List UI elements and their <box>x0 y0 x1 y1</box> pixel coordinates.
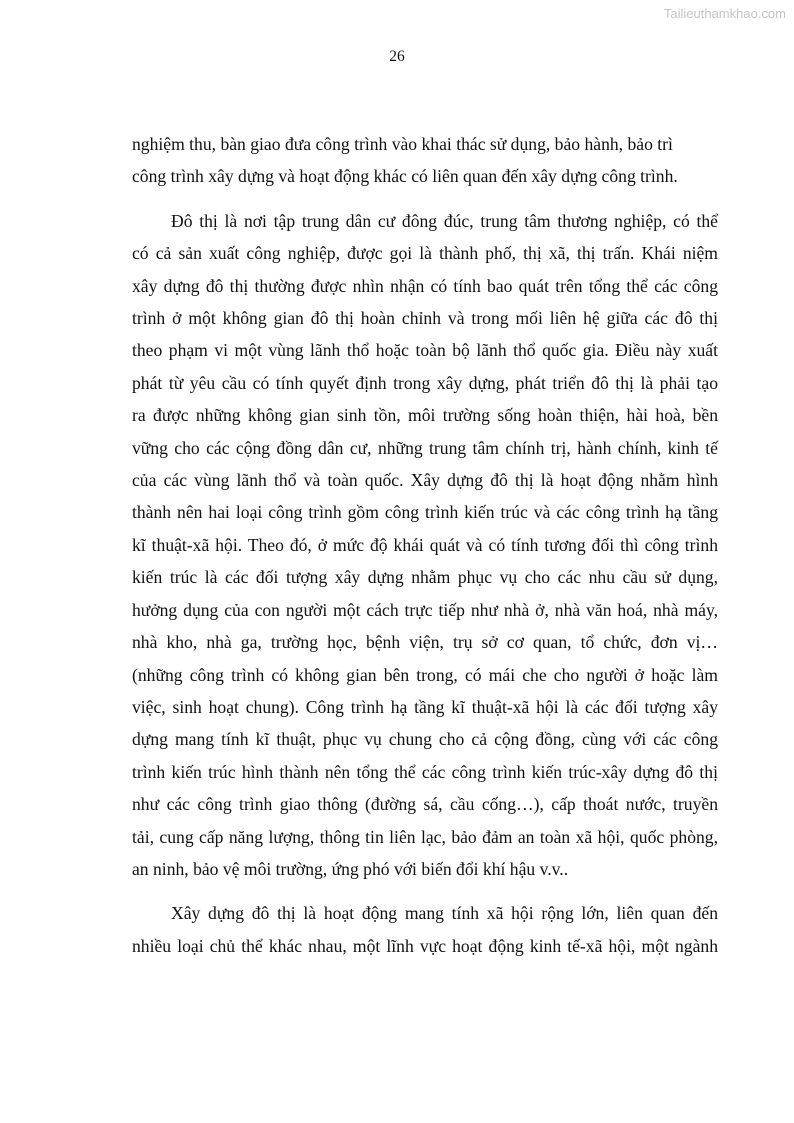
text-line: công trình xây dựng và hoạt động khác có liên quan đến xây dựng công trình. <box>132 166 678 187</box>
paragraph-1 <box>132 128 718 193</box>
text-line: kĩ thuật-xã hội. Theo đó, ở mức độ khái quát và có tính tương đối thì công trình <box>132 534 718 555</box>
text-line: trình ở một không gian đô thị hoàn chỉnh và trong mối liên hệ giữa các đô thị <box>132 308 718 329</box>
text-line: kiến trúc là các đối tượng xây dựng nhằm phục vụ cho các nhu cầu sử dụng, <box>132 567 718 588</box>
text-line: của các vùng lãnh thổ và toàn quốc. Xây dựng đô thị là hoạt động nhằm hình <box>132 470 718 491</box>
text-line: tải, cung cấp năng lượng, thông tin liên lạc, bảo đảm an toàn xã hội, quốc phòng, <box>132 826 718 847</box>
text-line: dựng mang tính kĩ thuật, phục vụ chung cho cả cộng đồng, cùng với các công <box>132 729 718 750</box>
text-line: (những công trình có không gian bên trong, có mái che cho người ở hoặc làm <box>132 664 718 685</box>
text-line: nhiều loại chủ thể khác nhau, một lĩnh vực hoạt động kinh tế-xã hội, một ngành <box>132 935 718 956</box>
text-line: ra được những không gian sinh tồn, môi trường sống hoàn thiện, hài hoà, bền <box>132 405 718 426</box>
text-line: Xây dựng đô thị là hoạt động mang tính xã hội rộng lớn, liên quan đến <box>171 903 718 924</box>
text-line: hưởng dụng của con người một cách trực tiếp như nhà ở, nhà văn hoá, nhà máy, <box>132 599 718 620</box>
body-text <box>132 128 718 962</box>
text-line: có cả sản xuất công nghiệp, được gọi là thành phố, thị xã, thị trấn. Khái niệm <box>132 243 718 264</box>
text-line: xây dựng đô thị thường được nhìn nhận có tính bao quát trên tổng thể các công <box>132 275 718 296</box>
text-line: vững cho các cộng đồng dân cư, những trung tâm chính trị, hành chính, kinh tế <box>132 437 718 458</box>
text-line: trình kiến trúc hình thành nên tổng thể các công trình kiến trúc-xây dựng đô thị <box>132 761 718 782</box>
text-line: phát từ yêu cầu có tính quyết định trong xây dựng, phát triển đô thị là phải tạo <box>132 372 718 393</box>
text-line: theo phạm vi một vùng lãnh thổ hoặc toàn bộ lãnh thổ quốc gia. Điều này xuất <box>132 340 718 361</box>
text-line: nghiệm thu, bàn giao đưa công trình vào khai thác sử dụng, bảo hành, bảo trì <box>132 134 673 154</box>
page-number: 26 <box>389 48 405 65</box>
text-line: thành nên hai loại công trình gồm công trình kiến trúc và các công trình hạ tầng <box>132 502 718 523</box>
text-line: an ninh, bảo vệ môi trường, ứng phó với biến đổi khí hậu v.v.. <box>132 858 569 879</box>
paragraph-2 <box>132 205 718 886</box>
watermark: Tailieuthamkhao.com <box>663 6 786 21</box>
paragraph-3 <box>132 897 718 962</box>
text-line: Đô thị là nơi tập trung dân cư đông đúc, trung tâm thương nghiệp, có thể <box>171 210 718 231</box>
text-line: như các công trình giao thông (đường sá, cầu cống…), cấp thoát nước, truyền <box>132 794 718 815</box>
text-line: việc, sinh hoạt chung). Công trình hạ tầng kĩ thuật-xã hội là các đối tượng xây <box>132 696 718 717</box>
text-line: nhà kho, nhà ga, trường học, bệnh viện, trụ sở cơ quan, tổ chức, đơn vị… <box>132 632 718 653</box>
